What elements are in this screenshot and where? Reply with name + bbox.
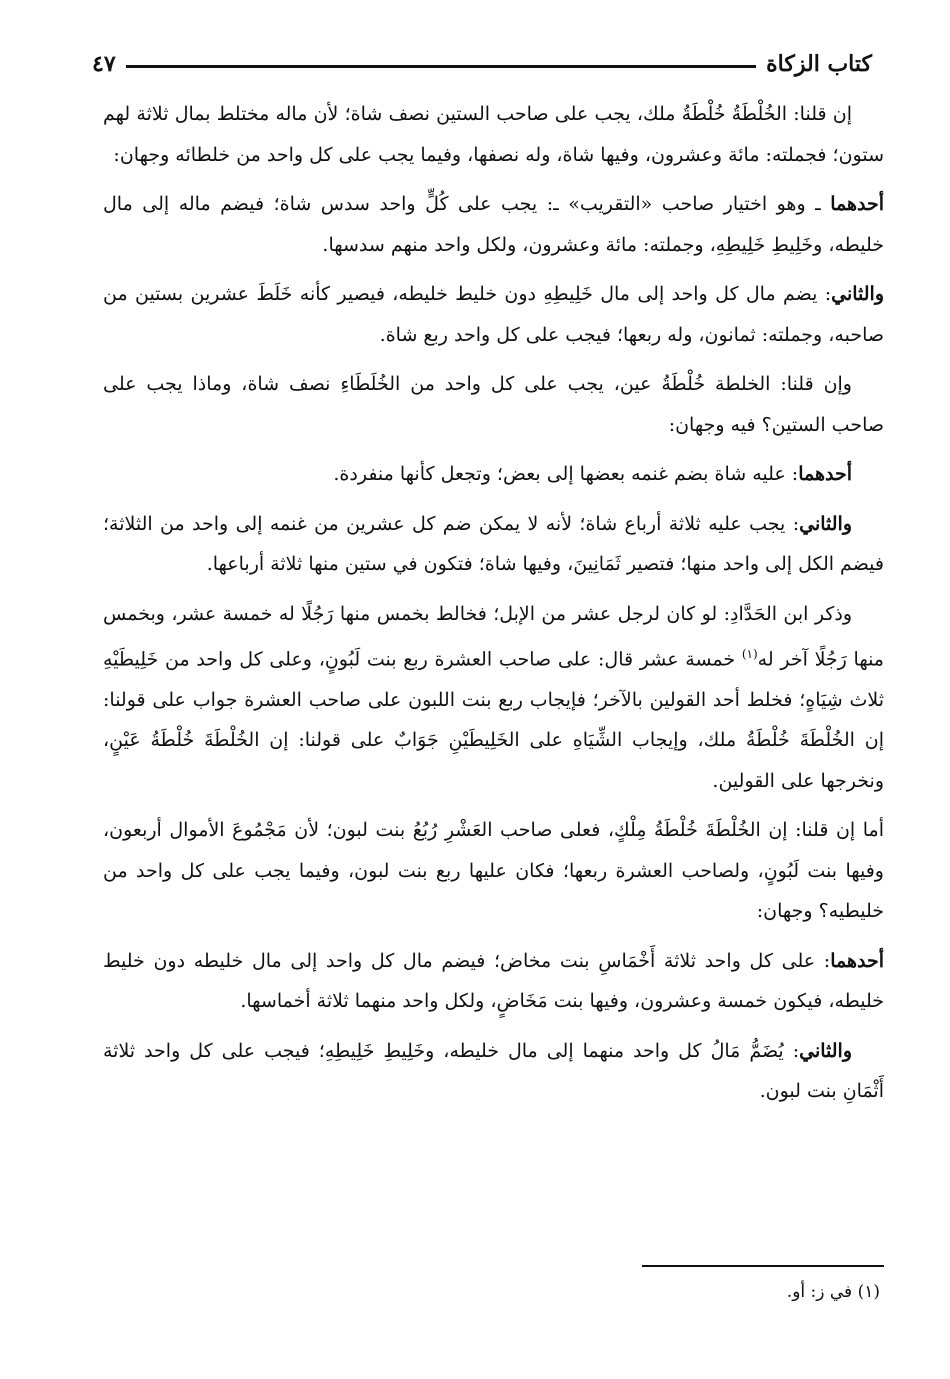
paragraph-text: : يضم مال كل واحد إلى مال خَلِيطِهِ دون خليط خليطه، فيصير كأنه خَلَطَ عشرين بستين من صاحبه، وجملته: ثمانون، وله ربعها؛ فيجب على كل واحد ربع شاة. (103, 283, 884, 346)
footnote: (١) في ز: أو. (786, 1282, 880, 1302)
paragraph-text: : يُضَمُّ مَالُ كل واحد منهما إلى مال خليطه، وخَلِيطِ خَلِيطِهِ؛ فيجب على كل واحد ثلاثة أَثْمَانِ بنت لبون. (103, 1039, 884, 1103)
paragraph-lead: والثاني (831, 283, 884, 305)
paragraph-lead: أحدهما (830, 949, 884, 972)
paragraph (103, 94, 884, 175)
paragraph (103, 594, 884, 802)
paragraph (103, 810, 884, 932)
paragraph-text: وإن قلنا: الخلطة خُلْطَةُ عين، يجب على كل واحد من الخُلَطَاءِ نصف شاة، وماذا يجب على صاحب الستين؟ فيه وجهان: (103, 373, 884, 436)
footnote-marker: (١) (741, 647, 758, 661)
paragraph-text: وذكر ابن الحَدَّادِ: لو كان لرجل عشر من الإبل؛ فخالط بخمس منها رَجُلًا له خمسة عشر، وبخمس منها رَجُلًا آخر له (103, 602, 884, 671)
paragraph (103, 1031, 884, 1112)
paragraph-text: : على كل واحد ثلاثة أَخْمَاسِ بنت مخاض؛ فيضم مال كل واحد إلى مال خليطه دون خليط خليطه، فيكون خمسة وعشرون، وفيها بنت مَخَاضٍ، ولكل واحد منهما ثلاثة أخماسها. (103, 949, 884, 1013)
main-text (103, 94, 884, 1121)
paragraph (103, 504, 884, 585)
paragraph (103, 941, 884, 1022)
paragraph (103, 274, 884, 355)
paragraph (103, 364, 884, 445)
footnote-rule (642, 1265, 884, 1267)
paragraph-text: : عليه شاة بضم غنمه بعضها إلى بعض؛ وتجعل كأنها منفردة. (333, 463, 799, 485)
paragraph-text: ـ وهو اختيار صاحب «التقريب» ـ: يجب على كُلٍّ واحد سدس شاة؛ فيضم ماله إلى مال خليطه، وخَلِيطِ خَلِيطِهِ، وجملته: مائة وعشرون، ولكل واحد منهم سدسها. (103, 193, 884, 256)
paragraph-text: : يجب عليه ثلاثة أرباع شاة؛ لأنه لا يمكن ضم كل عشرين من غنمه إلى واحد من الثلاثة؛ فيضم الكل إلى واحد منها؛ فتصير ثَمَانِينَ، وفيها شاة؛ فتكون في ستين منها ثلاثة أرباعها. (103, 512, 884, 575)
paragraph-lead: والثاني (799, 1039, 852, 1062)
header-rule (126, 65, 757, 68)
page-number: ٤٧ (92, 51, 116, 77)
paragraph (103, 454, 884, 495)
paragraph-lead: أحدهما (830, 193, 884, 215)
paragraph-lead: أحدهما (798, 463, 852, 485)
paragraph-lead: والثاني (799, 512, 852, 535)
paragraph-text: خمسة عشر قال: على صاحب العشرة ربع بنت لَبُونٍ، وعلى كل واحد من خَلِيطَيْهِ ثلاث شِيَاهٍ؛ فخلط أحد القولين بالآخر؛ فإيجاب ربع بنت اللبون على صاحب العشرة جواب على قولنا: إن الخُلْطَةَ خُلْطَةُ ملك، وإيجاب الشِّيَاهِ على الخَلِيطَيْنِ جَوَابٌ على قولنا: إن الخُلْطَةَ خُلْطَةُ عَيْنٍ، ونخرجها على القولين. (103, 648, 884, 792)
paragraph-text: إن قلنا: الخُلْطَةُ خُلْطَةُ ملك، يجب على صاحب الستين نصف شاة؛ لأن ماله مختلط بمال ثلاثة لهم ستون؛ فجملته: مائة وعشرون، وفيها شاة، وله نصفها، وفيما يجب على كل واحد من خلطائه وجهان: (103, 103, 884, 166)
paragraph-text: أما إن قلنا: إن الخُلْطَةَ خُلْطَةُ مِلْكٍ، فعلى صاحب العَشْرِ رُبُعُ بنت لبون؛ لأن مَجْمُوعَ الأموال أربعون، وفيها بنت لَبُونٍ، ولصاحب العشرة ربعها؛ فكان عليها ربع بنت لبون، وفيما يجب على كل واحد من خليطيه؟ وجهان: (103, 819, 884, 923)
paragraph (103, 184, 884, 265)
book-title: كتاب الزكاة (766, 51, 872, 77)
running-head (92, 44, 872, 84)
